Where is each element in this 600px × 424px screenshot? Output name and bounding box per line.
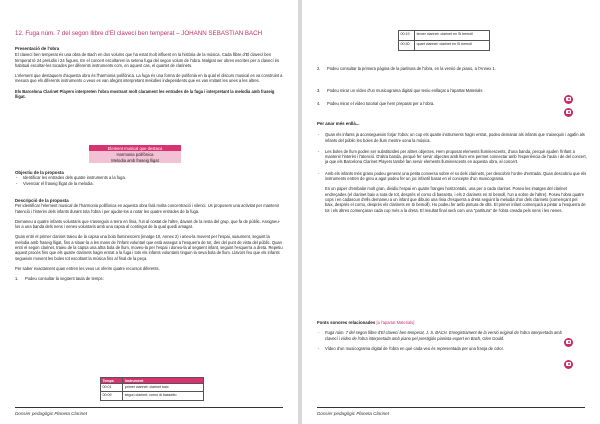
- time-cell: 00:19: [399, 31, 415, 41]
- time-cell: 00:09: [101, 392, 123, 401]
- more-item: - Amb els infants més grans podeu generar una petita conversa sobre el so dels clarinets, per descobrir l'ordre d'entrada. Quan descobriu que els instruments entren de greu a agut podeu fer un joc infantil basat en el concepte d'un musicograma.: [317, 171, 587, 182]
- step-4-text: Podeu mirar el vídeo tutorial que hem preparat per a l'obra.: [327, 101, 435, 106]
- objective-item: - Identificar les entrades dels quatre instruments a la fuga.: [15, 175, 283, 180]
- highlight-row: Harmonia polifònica: [89, 151, 181, 157]
- time-cell: 00:30: [399, 41, 415, 51]
- more-block: [317, 121, 587, 213]
- more-item: - Quan els infants ja aconsegueixin forjar l'obra: un cop els quatre instruments hagin entrat, podeu demanar als infants que s'aixequin i agafin als infants del públic les boles de llum mentre sona la música.: [317, 132, 587, 143]
- video-tutorial-icon[interactable]: [564, 108, 573, 117]
- instrument-cell: tercer clarinet: clarinet en Si bemoll: [415, 31, 490, 41]
- highlight-row: Melodia amb fraseig lligat: [89, 157, 181, 163]
- page-left: [0, 0, 298, 424]
- instrument-cell: quart clarinet: clarinet en Si bemoll: [415, 41, 490, 51]
- highlight-table: [89, 145, 181, 163]
- related-item: - Fuga núm. 7 del segon llibre d'El clavecí ben temperat, J. S. BACH. Enregistrament de la versió original de l'obra interpretada amb clavecí i vídeo de l'obra interpretada amb piano pel prestigiós pianista expert en Bach, Glen Gould.: [317, 330, 587, 341]
- description-paragraph-2: Demaneu a quatre infants voluntaris que s'asseguin a terra en línia, l'un al costat de l'altre, davant de la resta del grup, que fa de públic. Assigneu-los a una banda dels nens i nenes voluntaris amb una capsa al contingut de la qual quedi amagat.: [15, 218, 280, 230]
- intro-heading: Presentació de l'obra: [15, 46, 60, 51]
- instrument-cell: segon clarinet: corno di bassetto: [123, 392, 204, 401]
- more-item: - Les boles de llum poden ser substituïdes per altres objectes. Hem proposat elements lluminescents, d'una banda, perquè ajuden l'infant a mantenir l'interès i l'atenció. D'altra banda, perquè fer servir objectes amb llum ens permet connectar amb l'experiència de l'aula i de del concert, ja que els Barcelona Clarinet Players també fan servir elements lluminescents en aquesta obra, al concert.: [317, 149, 587, 165]
- step-3-text: Podeu mirar un vídeo d'un musicograma digital que teniu enllaçat a l'apartat Materials: [327, 88, 483, 93]
- description-block: [15, 198, 283, 282]
- related-materials-link[interactable]: [a l'apartat Materials]: [376, 320, 415, 325]
- step-3: 3. Podeu mirar un vídeo d'un musicograma digital que teniu enllaçat a l'apartat Materials: [317, 88, 483, 93]
- instrument-cell: primer clarinet: clarinet baix: [123, 384, 204, 392]
- intro-paragraph-1: El clavecí ben temperat és una obra de Bach en dos volums que ha estat molt influent en la història de la música. Cada llibre d'El clavecí ben temperat té 24 preludis i 24 fugues. En el concert escoltarem la setena fuga del segon volum de l'obra. Malgrat ser obres escrites per a clavecí és habitual escoltar-les tocades per diferents instruments com, en aquest cas, el quartet de clarinets.: [15, 52, 280, 68]
- footer: Dossier pedagògic Planeta Clarinet: [15, 407, 283, 416]
- intro-paragraph-3: Els Barcelona Clarinet Players interpreten l'obra mostrant molt clarament les entrades de la fuga i interpretant la melodia amb fraseig lligat.: [15, 88, 275, 100]
- step-1: 1. Podeu consultar la següent taula de temps:: [15, 276, 104, 282]
- time-table-header: Instrument: [123, 378, 204, 384]
- highlight-header: Element musical que destaca: [89, 145, 181, 151]
- objective-heading: Objectiu de la proposta: [15, 170, 64, 175]
- description-paragraph-1: Per identificar l'element musical de l'harmonia polifònica en aquesta obra farà molta concentració i silenci. Us proposem una activitat per mantenir l'atenció i l'interès dels infants durant tota l'obra i per ajudar-los a notar les quatre entrades de la fuga.: [15, 203, 280, 214]
- page-right: [302, 0, 600, 424]
- step-2: 2. Podeu consultar la primera pàgina de la partitura de l'obra, en la versió de piano, a l'Annex 1.: [317, 66, 496, 71]
- section-title: 12. Fuga núm. 7 del segon llibre d'El clavecí ben temperat – JOHANN SEBASTIAN BACH: [15, 30, 263, 37]
- audio-icon[interactable]: [564, 338, 573, 347]
- intro-paragraph-2: L'element que destaquem d'aquesta obra és l'harmonia polifònica. La fuga és una forma de polifonia en la qual el discurs musical es va construint a mesura que els diferents instruments o veus es van afegint interpretant melodies independents que es van imitant les unes a les altres.: [15, 73, 283, 84]
- description-paragraph-3: Quan entri el primer clarinet traieu de la capsa una bola lluminescent (imatge 10, Annex 2) i aneu-la movent per l'espai, suaument, seguint la melodia amb fraseig lligat, fins a situar-la a les mans de l'infant voluntari que està assegut a l'esquerra de tot, des del punt de vista del públic. Quan entri el segon clarinet, traieu de la capsa una altra bola de llum, moveu-la per l'espai i doneu-la al següent infant, seguint l'esquerra a dreta. Repetiu aquest procés fins que els quatre clarinets hagin entrat a la fuga i tots els infants voluntaris tinguin la seva bola de llum. Llavors feu que els infants segueixin movent les boles tot escoltant la música fins al final de la peça.: [15, 234, 283, 261]
- related-heading: Fonts sonores relacionades: [317, 320, 376, 325]
- time-table: [100, 377, 204, 401]
- step-2-text: Podeu consultar la primera pàgina de la partitura de l'obra, en la versió de piano, a l'Annex 1.: [327, 66, 496, 71]
- objective-item: - Vivenciar el fraseig lligat de la melodia.: [15, 181, 283, 186]
- more-heading: Per anar més enllà...: [317, 121, 360, 126]
- time-cell: 00:01: [101, 384, 123, 392]
- video-musicogram-icon[interactable]: [564, 360, 573, 369]
- time-table-header: Temps: [101, 378, 123, 384]
- related-block: [317, 320, 587, 351]
- video-icon[interactable]: [564, 95, 573, 104]
- objective-block: [15, 170, 283, 186]
- intro-block: [15, 46, 283, 99]
- footer: Dossier pedagògic Planeta Clarinet: [317, 407, 585, 416]
- step-1-text: Podeu consultar la següent taula de temps:: [25, 276, 104, 282]
- related-item: - Vídeo d'un musicograma digital de l'obra en què cada veu és representada per una franja de color.: [317, 346, 587, 351]
- step-4: 4. Podeu mirar el vídeo tutorial que hem preparat per a l'obra.: [317, 101, 435, 106]
- description-paragraph-4: Per saber exactament quan entren les veus us oferim quatre recursos diferents.: [15, 265, 160, 271]
- more-extra-paragraph: En un paper d'embalar molt gran, dividiu l'espai en quatre franges horitzontals, una per a cada clarinet. Poseu les imatges del clarinet endreçades (el clarinet baix a sota de tot, després el corno di bassetto, i els 2 clarinets en Si bemoll, l'un a sobre de l'altre). Poseu l'obra quatre cops i en cadascun d'ells demaneu a un infant que dibuixi una línia d'esquerra a dreta seguint la melodia d'un dels clarinets (començant pel baix, després el corno, després els clarinets en Si bemoll). Ho podeu fer amb pintura de dits. El primer infant començarà a pintar a l'esquerra de tot i els altres començaran cada cop més a la dreta. El resultat final serà com una "partitura" de l'obra creada pels nens i les nenes.: [325, 186, 586, 213]
- time-table-continued: [398, 30, 490, 51]
- description-heading: Descripció de la proposta: [15, 198, 69, 203]
